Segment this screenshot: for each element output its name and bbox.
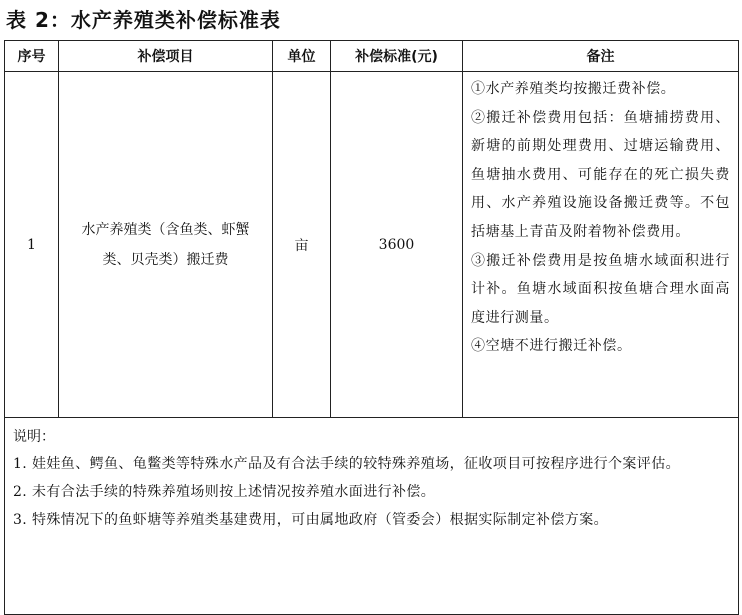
cell-remarks <box>463 72 739 418</box>
cell-standard: 3600 <box>331 72 463 418</box>
header-no: 序号 <box>5 41 59 72</box>
notes-heading: 说明： <box>13 429 55 445</box>
header-unit: 单位 <box>273 41 331 72</box>
remark-item: ①水产养殖类均按搬迁费补偿。 <box>471 81 676 97</box>
table-title: 表 2：水产养殖类补偿标准表 <box>6 8 281 32</box>
notes-cell <box>5 418 739 615</box>
header-remarks: 备注 <box>463 41 739 72</box>
header-standard: 补偿标准(元) <box>331 41 463 72</box>
remark-item: ②搬迁补偿费用包括：鱼塘捕捞费用、新塘的前期处理费用、过塘运输费用、鱼塘抽水费用、可能存在的死亡损失费用、水产养殖设施设备搬迁费等。不包括塘基上青苗及附着物补偿费用。 <box>471 109 730 240</box>
notes-row <box>5 418 739 615</box>
cell-item: 水产养殖类（含鱼类、虾蟹类、贝壳类）搬迁费 <box>59 72 273 418</box>
note-item: 1. 娃娃鱼、鳄鱼、龟鳖类等特殊水产品及有合法手续的较特殊养殖场，征收项目可按程序进行个案评估。 <box>13 456 681 472</box>
remark-item: ③搬迁补偿费用是按鱼塘水域面积进行计补。鱼塘水域面积按鱼塘合理水面高度进行测量。 <box>471 252 730 326</box>
header-item: 补偿项目 <box>59 41 273 72</box>
note-item: 3. 特殊情况下的鱼虾塘等养殖类基建费用，可由属地政府（管委会）根据实际制定补偿方案。 <box>13 512 609 528</box>
note-item: 2. 未有合法手续的特殊养殖场则按上述情况按养殖水面进行补偿。 <box>13 484 436 500</box>
cell-unit: 亩 <box>273 72 331 418</box>
remark-item: ④空塘不进行搬迁补偿。 <box>471 338 632 355</box>
compensation-table <box>4 40 739 615</box>
header-row <box>5 41 739 72</box>
cell-no: 1 <box>5 72 59 418</box>
table-row <box>5 72 739 418</box>
